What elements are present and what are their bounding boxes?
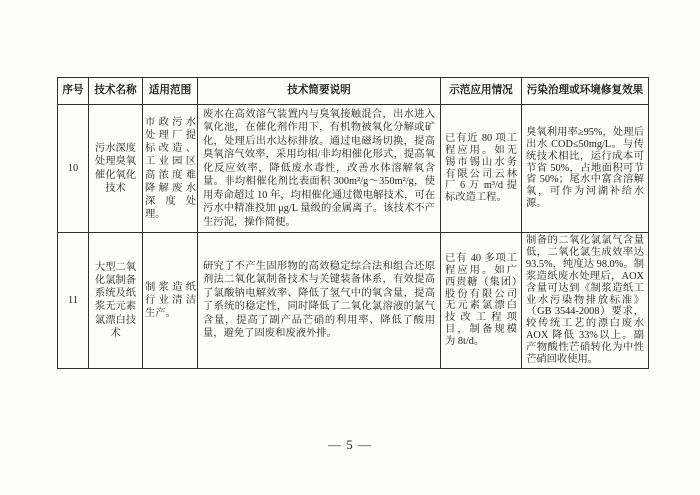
cell-tech-name: 大型二氧化氯制备系统及纸浆无元素氯漂白技术 — [89, 233, 143, 369]
page-number: — 5 — — [328, 437, 372, 452]
cell-description: 废水在高效溶气装置内与臭氧接触混合，出水进入氧化池，在催化剂作用下，有机物被氧化分解或矿化，处理后出水达标排放。通过电磁场切换，提高臭氧溶气效率，采用均相/非均相催化形式，提高氧化反应效率，降低废水毒性，改善水体溶解氧含量。非均相催化剂比表面积 300m²/g～350m²/g，使用寿命超过 10 年，均相催化通过微电解技术，可在污水中精准投加 μg/L 量级的金属离子。该技术不产生污泥，操作简便。 — [198, 105, 441, 233]
col-header-application: 示范应用情况 — [441, 78, 522, 105]
col-header-scope: 适用范围 — [143, 78, 198, 105]
cell-index: 11 — [58, 233, 89, 369]
cell-index: 10 — [58, 105, 89, 233]
technology-table — [57, 77, 649, 369]
col-header-effect: 污染治理或环境修复效果 — [522, 78, 649, 105]
col-header-description: 技术简要说明 — [198, 78, 441, 105]
cell-scope: 制浆造纸行业清洁生产。 — [143, 233, 198, 369]
table-header-row — [58, 78, 649, 105]
cell-application: 已有近 80 项工程应用。如无锡市锡山水务有限公司云林厂 6 万 m³/d 提标改造工程。 — [441, 105, 522, 233]
cell-application: 已有 40 多项工程应用。如广西贵糖（集团）股份有限公司无元素氯漂白技改工程项目，制备规模为 8t/d。 — [441, 233, 522, 369]
col-header-index: 序号 — [58, 78, 89, 105]
cell-effect: 制备的二氧化氯氯气含量低，二氧化氯生成效率达 93.5%，纯度达 98.0%。制浆造纸废水处理后，AOX 含量可达到《制浆造纸工业水污染物排放标准》（GB 3544-2008）要求，较传统工艺的漂白废水 AOX 降低 33%以上。副产物酸性芒硝转化为中性芒硝回收使用。 — [522, 233, 649, 369]
table-row — [58, 233, 649, 369]
table-row — [58, 105, 649, 233]
cell-scope: 市政污水处理厂提标改造、工业园区高浓度难降解废水深度处理。 — [143, 105, 198, 233]
cell-effect: 臭氧利用率≥95%，处理后出水 COD≤50mg/L。与传统技术相比，运行成本可节省 50%，占地面积可节省 50%；尾水中富含溶解氧，可作为河湖补给水源。 — [522, 105, 649, 233]
cell-tech-name: 污水深度处理臭氧催化氧化技术 — [89, 105, 143, 233]
cell-description: 研究了不产生固形物的高效稳定综合法和组合还原剂法二氧化氯制备技术与关键装备体系，有效提高了氯酸钠电解效率、降低了氢气中的氧含量，提高了系统的稳定性，同时降低了二氧化氯溶液的氯气含量，提高了副产品芒硝的利用率、降低了酸用量，避免了固废和废液外排。 — [198, 233, 441, 369]
col-header-tech-name: 技术名称 — [89, 78, 143, 105]
